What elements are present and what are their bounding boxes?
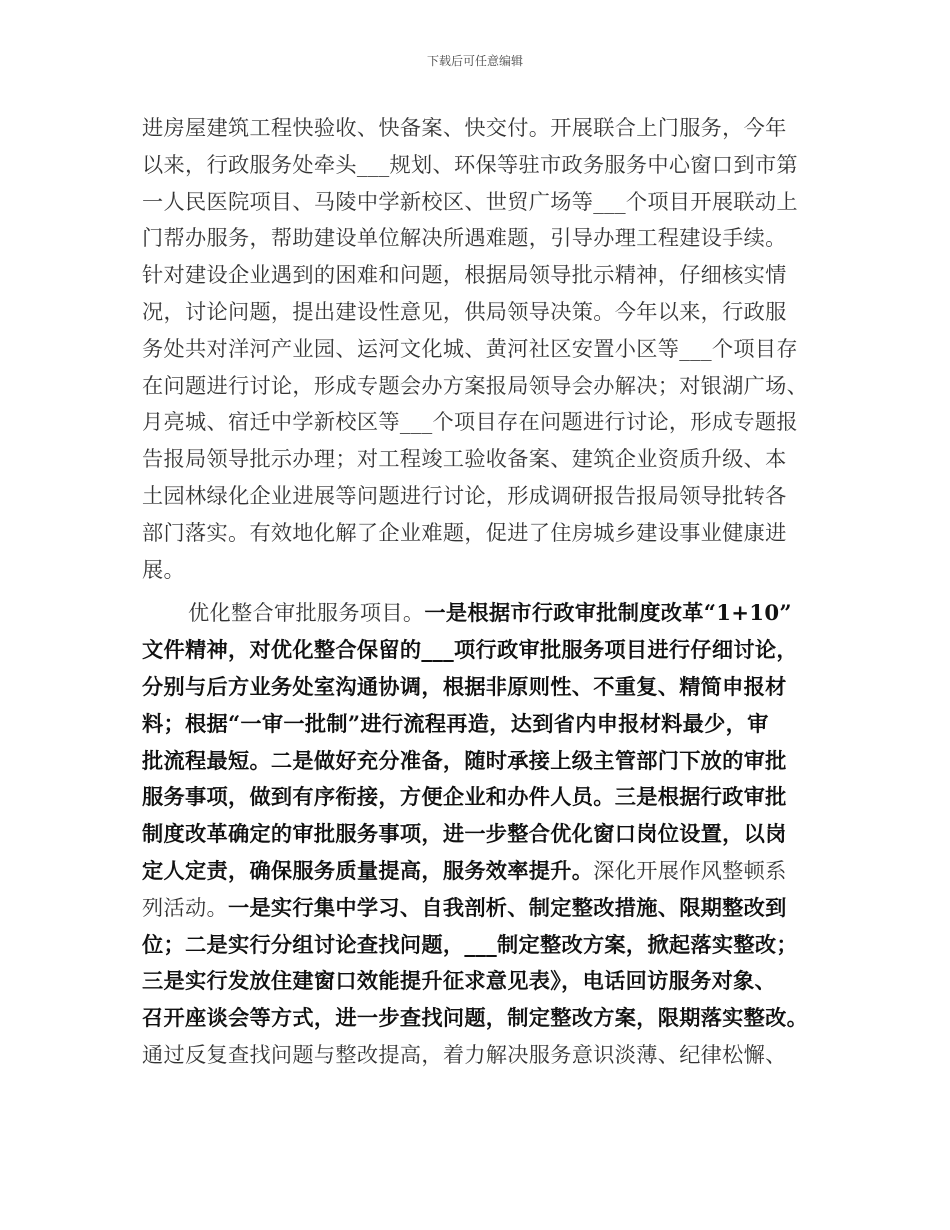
paragraph-line: 三是实行发放住建窗口效能提升征求意见表》，电话回访服务对象、: [142, 968, 777, 994]
paragraph-line: 务处共对洋河产业园、运河文化城、黄河社区安置小区等___个项目存: [142, 335, 798, 361]
paragraph-line: 通过反复查找问题与整改提高，着力解决服务意识淡薄、纪律松懈、: [142, 1041, 787, 1067]
paragraph-line: [142, 595, 812, 632]
section-heading: 列活动。: [142, 894, 228, 920]
paragraph-line: [142, 853, 812, 890]
paragraph-line: 分别与后方业务处室沟通协调，根据非原则性、不重复、精简申报材: [142, 673, 787, 699]
bold-text: 一是根据市行政审批制度改革“1+10”: [424, 600, 792, 626]
paragraph-line: 况，讨论问题，提出建设性意见，供局领导决策。今年以来，行政服: [142, 298, 787, 324]
paragraph-line: 针对建设企业遇到的困难和问题，根据局领导批示精神，仔细核实情: [142, 262, 787, 288]
paragraph-line: 告报局领导批示办理；对工程竣工验收备案、建筑企业资质升级、本: [142, 446, 787, 472]
paragraph-line: 展。: [142, 556, 185, 582]
paragraph-2: [142, 595, 812, 1073]
paragraph-line: [142, 890, 812, 927]
paragraph-line: 料；根据“一审一批制”进行流程再造，达到省内申报材料最少，审: [142, 710, 769, 736]
paragraph-line: 位；二是实行分组讨论查找问题，___制定整改方案，掀起落实整改；: [142, 931, 798, 957]
paragraph-line: 批流程最短。二是做好充分准备，随时承接上级主管部门下放的审批: [142, 747, 787, 773]
paragraph-line: 以来，行政服务处牵头___规划、环保等驻市政务服务中心窗口到市第: [142, 151, 798, 177]
paragraph-line: 制度改革确定的审批服务事项，进一步整合优化窗口岗位设置，以岗: [142, 821, 787, 847]
paragraph-line: 进房屋建筑工程快验收、快备案、快交付。开展联合上门服务，今年: [142, 115, 787, 140]
section-heading: 深化开展作风整顿系: [593, 857, 787, 883]
document-body: [142, 110, 812, 1074]
paragraph-line: 文件精神，对优化整合保留的___项行政审批服务项目进行仔细讨论，: [142, 637, 798, 663]
paragraph-line: 召开座谈会等方式，进一步查找问题，制定整改方案，限期落实整改。: [142, 1005, 809, 1031]
bold-text: 一是实行集中学习、自我剖析、制定整改措施、限期整改到: [227, 894, 787, 920]
section-heading: 优化整合审批服务项目。: [188, 600, 425, 626]
paragraph-line: 在问题进行讨论，形成专题会办方案报局领导会办解决；对银湖广场、: [142, 372, 809, 398]
page-header: 下载后可任意编辑: [426, 54, 523, 68]
bold-text: 定人定责，确保服务质量提高，服务效率提升。: [142, 857, 594, 883]
paragraph-line: 月亮城、宿迁中学新校区等___个项目存在问题进行讨论，形成专题报: [142, 409, 798, 435]
paragraph-line: 门帮办服务，帮助建设单位解决所遇难题，引导办理工程建设手续。: [142, 225, 787, 251]
paragraph-line: 一人民医院项目、马陵中学新校区、世贸广场等___个项目开展联动上: [142, 188, 798, 214]
paragraph-line: 土园林绿化企业进展等问题进行讨论，形成调研报告报局领导批转各: [142, 482, 787, 508]
paragraph-line: 部门落实。有效地化解了企业难题，促进了住房城乡建设事业健康进: [142, 519, 787, 545]
paragraph-1: [142, 110, 812, 588]
paragraph-line: 服务事项，做到有序衔接，方便企业和办件人员。三是根据行政审批: [142, 784, 787, 810]
